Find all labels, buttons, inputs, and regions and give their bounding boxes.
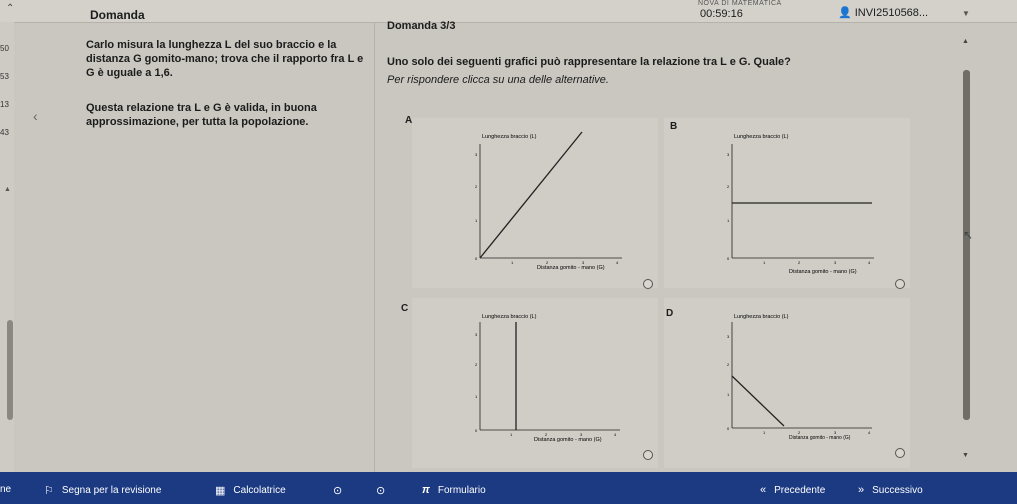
option-letter: A [405, 115, 413, 126]
scroll-down-icon[interactable]: ▼ [962, 452, 969, 459]
user-badge[interactable] [838, 6, 928, 19]
panel-divider[interactable] [374, 22, 375, 472]
course-name: NOVA DI MATEMATICA [698, 0, 782, 7]
previous-label: Precedente [774, 484, 826, 496]
bottom-first[interactable]: ne [0, 484, 12, 495]
x-tick: 2 [545, 432, 548, 437]
option-letter: D [666, 308, 674, 319]
y-tick: 2 [727, 184, 730, 189]
left-title: Domanda [90, 8, 145, 22]
scroll-up-icon[interactable]: ▲ [962, 38, 969, 45]
option-b-card[interactable] [664, 118, 910, 288]
x-tick: 3 [834, 260, 837, 265]
x-tick: 2 [798, 430, 801, 435]
double-chevron-right-icon: » [858, 484, 865, 496]
x-tick: 0 [727, 426, 730, 431]
collapse-caret-icon[interactable]: ⌃ [6, 3, 15, 14]
calculator-button[interactable] [215, 484, 286, 497]
chevron-down-icon[interactable]: ▼ [962, 9, 970, 18]
flag-icon: ⚐ [44, 485, 54, 497]
x-tick: 4 [614, 432, 617, 437]
graph-d [664, 298, 910, 468]
question-instruction: Per rispondere clicca su una delle alternative. [387, 74, 609, 86]
target-button[interactable] [376, 484, 385, 497]
strip-number: 43 [0, 128, 9, 137]
strip-number: 13 [0, 100, 9, 109]
x-tick: 0 [475, 428, 478, 433]
strip-number: 53 [0, 72, 9, 81]
y-tick: 2 [475, 362, 478, 367]
x-axis-label: Distanza gomito - mano (G) [537, 265, 605, 271]
previous-button[interactable] [760, 484, 825, 496]
calculator-label: Calcolatrice [233, 485, 286, 496]
graph-a [412, 118, 658, 288]
y-tick: 1 [475, 218, 478, 223]
graph-c [412, 298, 658, 468]
next-button[interactable] [858, 484, 923, 496]
timer: 00:59:16 [700, 8, 743, 20]
y-tick: 3 [727, 334, 730, 339]
option-c-card[interactable] [401, 298, 658, 468]
x-tick: 3 [582, 260, 585, 265]
x-tick: 1 [510, 432, 513, 437]
right-scrollbar[interactable] [963, 70, 970, 420]
y-tick: 3 [727, 152, 730, 157]
timer-button[interactable] [333, 484, 342, 497]
calculator-icon: ▦ [215, 485, 226, 497]
bottom-bar [0, 472, 1017, 504]
y-axis-label: Lunghezza braccio (L) [734, 134, 789, 140]
x-axis-label: Distanza gomito - mano (G) [534, 437, 602, 443]
y-tick: 3 [475, 152, 478, 157]
y-tick: 1 [727, 218, 730, 223]
formulas-label: Formulario [437, 484, 486, 496]
option-letter: B [670, 121, 678, 132]
review-button[interactable] [44, 484, 161, 497]
x-tick: 3 [834, 430, 837, 435]
x-tick: 1 [511, 260, 514, 265]
top-bar [0, 0, 1017, 23]
x-tick: 1 [763, 260, 766, 265]
pi-icon: π [422, 484, 430, 496]
x-tick: 4 [616, 260, 619, 265]
double-chevron-left-icon: « [760, 484, 767, 496]
y-tick: 2 [475, 184, 478, 189]
review-label: Segna per la revisione [61, 485, 162, 496]
option-a-card[interactable] [405, 115, 658, 288]
option-d-card[interactable] [664, 298, 910, 468]
option-b-radio[interactable] [895, 279, 905, 289]
strip-up-icon[interactable]: ▲ [4, 186, 11, 193]
y-tick: 1 [475, 394, 478, 399]
graph-b [664, 118, 910, 288]
target-icon: ⊙ [376, 485, 386, 497]
x-tick: 2 [798, 260, 801, 265]
x-axis-label: Distanza gomito - mano (G) [789, 269, 857, 275]
user-icon: 👤 [838, 7, 852, 19]
x-tick: 4 [868, 430, 871, 435]
y-tick: 3 [475, 332, 478, 337]
chevron-left-icon[interactable]: ‹ [33, 108, 38, 124]
question-text: Uno solo dei seguenti grafici può rappresentare la relazione tra L e G. Quale? [387, 56, 791, 68]
y-tick: 2 [727, 362, 730, 367]
y-axis-label: Lunghezza braccio (L) [482, 314, 537, 320]
option-a-radio[interactable] [643, 279, 653, 289]
x-axis-label: Distanza gomito - mano (G) [789, 435, 851, 441]
next-label: Successivo [872, 484, 923, 496]
x-tick: 0 [727, 256, 730, 261]
x-tick: 3 [580, 432, 583, 437]
mouse-cursor-icon: ↖ [963, 228, 974, 242]
problem-paragraph: Carlo misura la lunghezza L del suo braccio e la distanza G gomito-mano; trova che il rapporto fra L e G è uguale a 1,6. [86, 39, 364, 79]
x-tick: 0 [475, 256, 478, 261]
x-tick: 2 [546, 260, 549, 265]
question-header: Domanda 3/3 [387, 20, 456, 32]
x-tick: 1 [763, 430, 766, 435]
problem-text [86, 38, 368, 150]
plot-line [480, 132, 582, 258]
x-tick: 4 [868, 260, 871, 265]
y-axis-label: Lunghezza braccio (L) [482, 134, 537, 140]
plot-line [732, 376, 784, 426]
left-scrollbar[interactable] [7, 320, 13, 420]
problem-paragraph: Questa relazione tra L e G è valida, in buona approssimazione, per tutta la popolazione. [86, 102, 317, 128]
user-id: INVI2510568... [854, 6, 929, 19]
formulas-button[interactable] [422, 484, 486, 496]
option-c-radio[interactable] [643, 450, 653, 460]
y-axis-label: Lunghezza braccio (L) [734, 314, 789, 320]
y-tick: 1 [727, 392, 730, 397]
strip-number: 50 [0, 44, 9, 53]
option-d-radio[interactable] [895, 448, 905, 458]
option-letter: C [401, 303, 409, 314]
clock-icon: ⊙ [333, 485, 343, 497]
